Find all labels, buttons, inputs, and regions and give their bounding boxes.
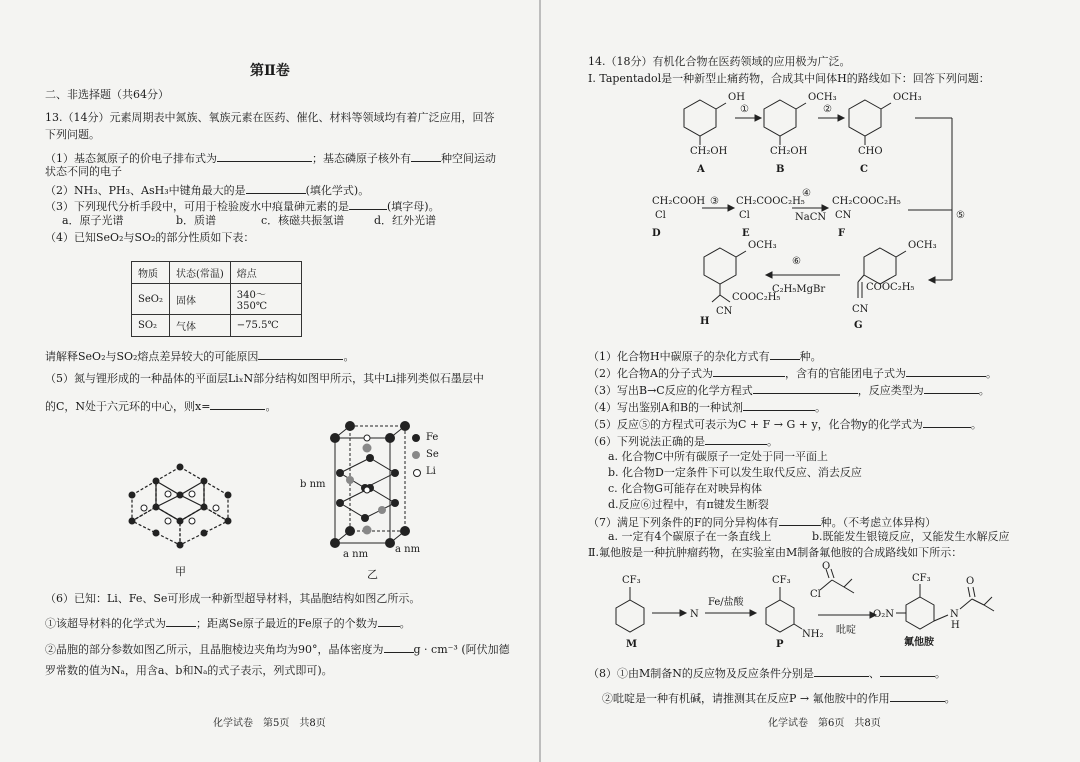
q14-8-1: （8）①由M制备N的反应物及反应条件分别是 、 。 — [588, 667, 946, 680]
q14-7-text-b: 种。（不考虑立体异构） — [820, 516, 937, 529]
q13-5-text: 的C，N处于六元环的中心，则x= — [45, 400, 211, 413]
q14-4-text: （4）写出鉴别A和B的一种试剂 — [588, 401, 744, 414]
table-header: 物质 — [132, 262, 170, 284]
q14-6-option-b: b. 化合物D一定条件下可以发生取代反应、消去反应 — [608, 466, 862, 479]
h-cn: CN — [716, 306, 733, 317]
q14-8-1-text: （8）①由M制备N的反应物及反应条件分别是 — [588, 667, 814, 680]
q13-1 — [45, 150, 496, 166]
q14-stem: 14.（18分）有机化合物在医药领域的应用极为广泛。 — [588, 55, 851, 68]
q13-6-1-text: ①该超导材料的化学式为 — [45, 617, 166, 630]
p-nh2: NH₂ — [802, 629, 824, 640]
product-h: H — [951, 620, 960, 631]
answer-blank — [705, 433, 767, 445]
q13-1-cont: 状态不同的电子 — [45, 165, 122, 178]
q14-6-option-c: c. 化合物G可能存在对映异构体 — [608, 482, 762, 495]
p-cf3: CF₃ — [772, 575, 791, 586]
e-formula: CH₂COOC₂H₅ — [736, 196, 805, 207]
compound-b: B — [776, 164, 785, 175]
answer-blank — [779, 514, 821, 526]
section-subtitle: 二、非选择题（共64分） — [45, 88, 169, 101]
q14-8-2: ②吡啶是一种有机碱，请推测其在反应P → 氟他胺中的作用 。 — [602, 692, 956, 705]
q13-5: （5）氮与锂形成的一种晶体的平面层LiₓN部分结构如图甲所示，其中Li排列类似石墨层中 — [45, 372, 484, 385]
q14-6: （6）下列说法正确的是 。 — [588, 435, 778, 448]
product-o: O — [966, 576, 975, 587]
compound-f: F — [838, 228, 846, 239]
page-6 — [540, 0, 1080, 762]
step-5: ⑤ — [956, 210, 965, 221]
q13-1-text-c: 种空间运动 — [441, 152, 496, 165]
cell-b-label: b nm — [300, 479, 326, 490]
q14-7-condition-b: b.既能发生银镜反应，又能发生水解反应 — [812, 530, 1010, 543]
q13-6-2-text-b: g · cm⁻³ (阿伏加德 — [413, 643, 510, 656]
figure-jia-caption: 甲 — [175, 565, 186, 578]
legend-se: Se — [426, 449, 439, 460]
product-cf3: CF₃ — [912, 573, 931, 584]
table-header: 状态(常温) — [169, 262, 230, 284]
flutamide-synthesis-scheme — [540, 561, 1080, 655]
product-flutamide: 氟他胺 — [904, 637, 934, 648]
figure-yi-unit-cell — [320, 418, 420, 558]
q14-part2: Ⅱ.氟他胺是一种抗肿瘤药物，在实验室由M制备氟他胺的合成路线如下所示： — [588, 546, 963, 559]
q13-3 — [45, 198, 440, 214]
figure-yi-caption: 乙 — [367, 568, 378, 581]
fe-legend-dot — [412, 434, 420, 442]
q13-stem-2: 下列问题。 — [45, 128, 100, 141]
step-6: ⑥ — [792, 256, 801, 267]
f-cn: CN — [835, 210, 852, 221]
g-ester: COOC₂H₅ — [866, 282, 915, 293]
table-cell: 固体 — [169, 284, 230, 315]
q14-4: （4）写出鉴别A和B的一种试剂 。 — [588, 401, 827, 414]
q14-2-text-b: ，含有的官能团电子式为 — [784, 367, 906, 380]
d-formula: CH₂COOH — [652, 196, 706, 207]
table-row — [132, 315, 302, 337]
q14-3-text: （3）写出B→C反应的化学方程式 — [588, 384, 753, 397]
h-ester: COOC₂H₅ — [732, 292, 781, 303]
table-cell: −75.5℃ — [230, 315, 301, 337]
q14-7-condition-a: a. 一定有4个碳原子在一条直线上 — [608, 530, 772, 543]
legend-fe: Fe — [426, 432, 439, 443]
tapentadol-synthesis-scheme — [540, 0, 1080, 340]
q13-6-1: ①该超导材料的化学式为 ；距离Se原子最近的Fe原子的个数为 。 — [45, 617, 411, 630]
answer-blank — [814, 665, 869, 677]
q13-3-option-a: a．原子光谱 — [62, 214, 124, 227]
step-4: ④ — [802, 188, 811, 199]
compound-g: G — [854, 320, 863, 331]
q14-8-2-text: ②吡啶是一种有机碱，请推测其在反应P → 氟他胺中的作用 — [602, 692, 890, 705]
q13-3-text: （3）下列现代分析手段中，可用于检验废水中痕量砷元素的是 — [45, 200, 349, 213]
answer-blank — [890, 690, 945, 702]
c-cho-label: CHO — [858, 146, 883, 157]
g-cn: CN — [852, 304, 869, 315]
table-cell: 340～350℃ — [230, 284, 301, 315]
answer-blank — [411, 150, 441, 162]
q14-2: （2）化合物A的分子式为 ，含有的官能团电子式为 。 — [588, 367, 997, 380]
compound-h: H — [700, 316, 710, 327]
cell-a-label-1: a nm — [343, 549, 369, 560]
li-legend-dot — [413, 469, 421, 477]
se-legend-dot — [412, 451, 420, 459]
reagent-grignard: C₂H₅MgBr — [772, 284, 826, 295]
q14-6-option-d: d.反应⑥过程中，有π键发生断裂 — [608, 498, 769, 511]
answer-blank — [349, 198, 387, 210]
q13-1-text-b: ；基态磷原子核外有 — [312, 152, 411, 165]
q14-7-text: （7）满足下列条件的F的同分异构体有 — [588, 516, 779, 529]
a-oh-label: OH — [728, 92, 745, 103]
q14-6-option-a: a. 化合物C中所有碳原子一定处于同一平面上 — [608, 450, 828, 463]
reagent-nacn: NaCN — [795, 212, 827, 223]
step-3: ③ — [710, 196, 719, 207]
answer-blank — [753, 382, 858, 394]
answer-blank — [384, 641, 414, 653]
answer-blank — [923, 416, 971, 428]
answer-blank — [378, 615, 400, 627]
q13-4-explain: 请解释SeO₂与SO₂熔点差异较大的可能原因 。 — [45, 350, 355, 363]
cell-a-label-2: a nm — [395, 544, 421, 555]
q14-1-text-b: 种。 — [799, 350, 822, 363]
f-formula: CH₂COOC₂H₅ — [832, 196, 901, 207]
reagent-fe-hcl: Fe/盐酸 — [708, 597, 744, 608]
q13-stem-1: 13.（14分）元素周期表中氮族、氧族元素在医药、催化、材料等领域均有着广泛应用，回答 — [45, 111, 495, 124]
legend-li: Li — [426, 466, 436, 477]
q13-2 — [45, 182, 369, 198]
compound-c: C — [860, 164, 868, 175]
step-1: ① — [740, 104, 749, 115]
q13-3-text-b: (填字母)。 — [387, 200, 440, 213]
reagent-cl: Cl — [810, 589, 821, 600]
q14-3: （3）写出B→C反应的化学方程式 ，反应类型为 。 — [588, 384, 990, 397]
q14-part1: Ⅰ. Tapentadol是一种新型止痛药物，合成其中间体H的路线如下：回答下列问题： — [588, 72, 990, 85]
compound-d: D — [652, 228, 661, 239]
page-footer-5: 化学试卷 第5页 共8页 — [213, 718, 326, 729]
answer-blank — [166, 615, 196, 627]
q14-5: （5）反应⑤的方程式可表示为C + F → G + y，化合物y的化学式为 。 — [588, 418, 982, 431]
pyridine: 吡啶 — [836, 625, 856, 636]
q14-1-text: （1）化合物H中碳原子的杂化方式有 — [588, 350, 770, 363]
table-cell: 气体 — [169, 315, 230, 337]
table-header: 熔点 — [230, 262, 301, 284]
step-2: ② — [823, 104, 832, 115]
g-och3-label: OCH₃ — [908, 240, 937, 251]
q13-6-2-text: ②晶胞的部分参数如图乙所示，且晶胞棱边夹角均为90°，晶体密度为 — [45, 643, 384, 656]
b-ch2oh-label: CH₂OH — [770, 146, 808, 157]
table-cell: SO₂ — [132, 315, 170, 337]
q13-3-option-d: d．红外光谱 — [374, 214, 437, 227]
q13-5-cont: 的C，N处于六元环的中心，则x= 。 — [45, 400, 277, 413]
h-och3-label: OCH₃ — [748, 240, 777, 251]
c-och3-label: OCH₃ — [893, 92, 922, 103]
answer-blank — [906, 365, 986, 377]
table-row — [132, 284, 302, 315]
compound-e: E — [742, 228, 750, 239]
page-footer-6: 化学试卷 第6页 共8页 — [768, 718, 881, 729]
answer-blank — [258, 348, 343, 360]
b-och3-label: OCH₃ — [808, 92, 837, 103]
e-cl: Cl — [739, 210, 750, 221]
answer-blank — [770, 348, 800, 360]
table-cell: SeO₂ — [132, 284, 170, 315]
compound-p: P — [776, 639, 784, 650]
q14-6-text: （6）下列说法正确的是 — [588, 435, 705, 448]
compound-n: N — [690, 609, 699, 620]
a-ch2oh-label: CH₂OH — [690, 146, 728, 157]
q13-6-1-text-b: ；距离Se原子最近的Fe原子的个数为 — [196, 617, 378, 630]
figure-jia-lattice — [120, 455, 240, 555]
answer-blank — [246, 182, 306, 194]
q13-4-explain-text: 请解释SeO₂与SO₂熔点差异较大的可能原因 — [45, 350, 259, 363]
q14-3-text-b: ，反应类型为 — [857, 384, 924, 397]
m-cf3: CF₃ — [622, 575, 641, 586]
q13-2-text-b: (填化学式)。 — [305, 184, 370, 197]
section-title: 第Ⅱ卷 — [250, 63, 290, 79]
d-cl: Cl — [655, 210, 666, 221]
compound-m: M — [626, 639, 638, 650]
q14-7 — [588, 514, 936, 530]
q13-6-2 — [45, 641, 510, 657]
answer-blank — [924, 382, 979, 394]
q13-3-option-c: c．核磁共振氢谱 — [261, 214, 345, 227]
product-n: N — [950, 609, 959, 620]
properties-table — [131, 261, 302, 337]
q13-1-text: （1）基态氮原子的价电子排布式为 — [45, 152, 217, 165]
reagent-o: O — [822, 561, 831, 572]
answer-blank — [210, 398, 265, 410]
q13-4: （4）已知SeO₂与SO₂的部分性质如下表： — [45, 231, 255, 244]
q13-3-option-b: b．质谱 — [176, 214, 217, 227]
table-header-row — [132, 262, 302, 284]
q13-6: （6）已知：Li、Fe、Se可形成一种新型超导材料，其晶胞结构如图乙所示。 — [45, 592, 421, 605]
q13-2-text: （2）NH₃、PH₃、AsH₃中键角最大的是 — [45, 184, 246, 197]
q13-6-2-cont: 罗常数的值为Nₐ，用含a、b和Nₐ的式子表示，列式即可)。 — [45, 664, 333, 677]
product-no2: O₂N — [873, 609, 894, 620]
answer-blank — [217, 150, 312, 162]
compound-a: A — [697, 164, 705, 175]
answer-blank — [880, 665, 935, 677]
q14-5-text: （5）反应⑤的方程式可表示为C + F → G + y，化合物y的化学式为 — [588, 418, 923, 431]
answer-blank — [713, 365, 785, 377]
q14-2-text: （2）化合物A的分子式为 — [588, 367, 713, 380]
q14-1 — [588, 348, 822, 364]
answer-blank — [743, 399, 815, 411]
